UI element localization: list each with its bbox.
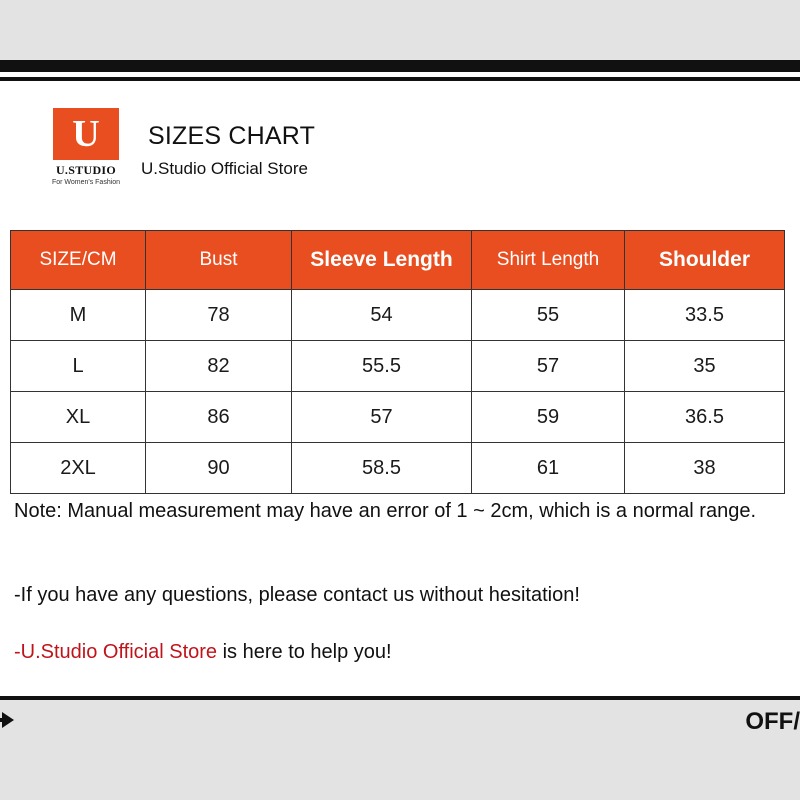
measurement-note: Note: Manual measurement may have an error of 1 ~ 2cm, which is a normal range. <box>14 500 757 522</box>
logo-tagline: For Women's Fashion <box>51 179 121 186</box>
column-header-size: SIZE/CM <box>11 231 146 290</box>
cell-shirt-length: 61 <box>472 443 625 494</box>
cell-sleeve-length: 54 <box>292 290 472 341</box>
help-suffix: is here to help you! <box>217 641 392 663</box>
store-name: U.Studio Official Store <box>141 159 308 178</box>
logo-name: U.STUDIO <box>55 163 117 177</box>
page-title: SIZES CHART <box>148 122 316 150</box>
table-header-row <box>11 231 785 290</box>
cell-bust: 78 <box>146 290 292 341</box>
table-row <box>11 392 785 443</box>
cell-sleeve-length: 55.5 <box>292 341 472 392</box>
column-header-shoulder: Shoulder <box>625 231 785 290</box>
table-row <box>11 443 785 494</box>
arrow-right-icon <box>0 708 20 738</box>
cell-bust: 82 <box>146 341 292 392</box>
questions-note: -If you have any questions, please contact us without hesitation! <box>14 584 580 606</box>
size-chart-card <box>0 60 800 700</box>
cell-bust: 90 <box>146 443 292 494</box>
table-row <box>11 341 785 392</box>
cell-shirt-length: 57 <box>472 341 625 392</box>
column-header-sleeve-length: Sleeve Length <box>292 231 472 290</box>
column-header-shirt-length: Shirt Length <box>472 231 625 290</box>
column-header-bust: Bust <box>146 231 292 290</box>
cell-size: 2XL <box>11 443 146 494</box>
cell-shoulder: 36.5 <box>625 392 785 443</box>
cell-shirt-length: 59 <box>472 392 625 443</box>
cell-bust: 86 <box>146 392 292 443</box>
size-table <box>10 230 785 494</box>
table-row <box>11 290 785 341</box>
help-store-highlight: -U.Studio Official Store <box>14 641 218 663</box>
cell-shoulder: 35 <box>625 341 785 392</box>
cell-shoulder: 33.5 <box>625 290 785 341</box>
off-label: OFF/ <box>745 708 800 735</box>
cell-shirt-length: 55 <box>472 290 625 341</box>
help-note <box>14 641 392 664</box>
cell-size: M <box>11 290 146 341</box>
cell-size: XL <box>11 392 146 443</box>
cell-shoulder: 38 <box>625 443 785 494</box>
cell-size: L <box>11 341 146 392</box>
cell-sleeve-length: 57 <box>292 392 472 443</box>
logo-mark: U <box>53 108 119 160</box>
cell-sleeve-length: 58.5 <box>292 443 472 494</box>
brand-logo <box>36 108 136 186</box>
